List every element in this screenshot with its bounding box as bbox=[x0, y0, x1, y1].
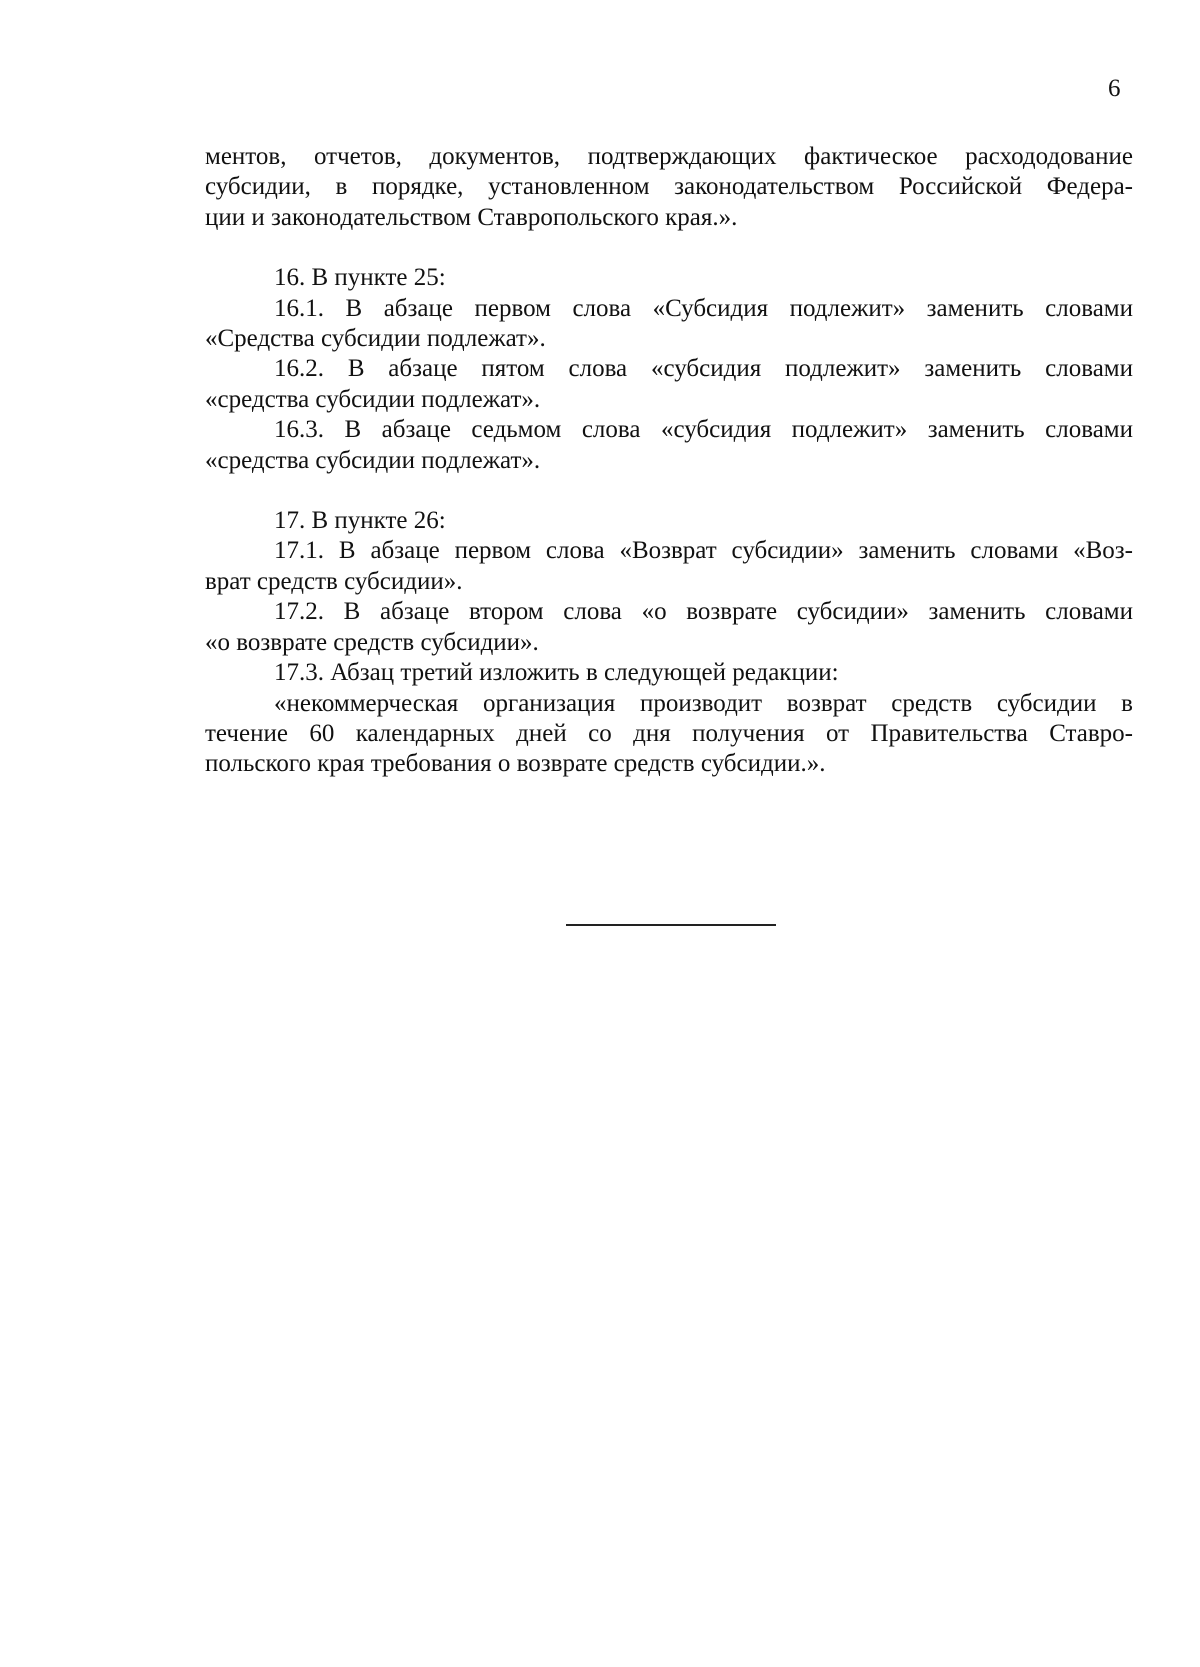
text-line: «о возврате средств субсидии». bbox=[205, 628, 539, 656]
text-line: 16.1. В абзаце первом слова «Субсидия подлежит» заменить словами bbox=[274, 294, 1133, 322]
text-line: 17.3. Абзац третий изложить в следующей редакции: bbox=[274, 659, 839, 687]
item-16-heading bbox=[205, 263, 1133, 293]
end-separator-line bbox=[566, 924, 776, 926]
text-line: «средства субсидии подлежат». bbox=[205, 385, 541, 413]
text-line: врат средств субсидии». bbox=[205, 567, 463, 595]
text-line: ментов, отчетов, документов, подтверждающих фактическое расхододование bbox=[205, 143, 1133, 170]
text-line: 17.1. В абзаце первом слова «Возврат субсидии» заменить словами «Воз- bbox=[274, 537, 1133, 565]
text-line: 17. В пункте 26: bbox=[274, 507, 446, 535]
item-17-1 bbox=[205, 536, 1133, 597]
text-line: ции и законодательством Ставропольского края.». bbox=[205, 203, 738, 231]
text-line: польского края требования о возврате средств субсидии.». bbox=[205, 750, 826, 778]
text-line: 17.2. В абзаце втором слова «о возврате субсидии» заменить словами bbox=[274, 598, 1133, 626]
paragraph-continuation bbox=[205, 142, 1133, 233]
item-17-3 bbox=[205, 658, 1133, 688]
text-line: субсидии, в порядке, установленном законодательством Российской Федера- bbox=[205, 173, 1133, 201]
item-16-3 bbox=[205, 415, 1133, 476]
text-line: «средства субсидии подлежат». bbox=[205, 446, 541, 474]
page-number: 6 bbox=[1108, 75, 1121, 102]
text-line: течение 60 календарных дней со дня получения от Правительства Ставро- bbox=[205, 719, 1133, 747]
text-line: 16.3. В абзаце седьмом слова «субсидия подлежит» заменить словами bbox=[274, 416, 1133, 444]
item-16-2 bbox=[205, 354, 1133, 415]
document-body bbox=[205, 142, 1133, 780]
item-17-heading bbox=[205, 506, 1133, 536]
item-16-1 bbox=[205, 294, 1133, 355]
text-line: 16.2. В абзаце пятом слова «субсидия подлежит» заменить словами bbox=[274, 355, 1133, 383]
item-17-2 bbox=[205, 597, 1133, 658]
item-17-3-quote bbox=[205, 689, 1133, 780]
text-line: 16. В пункте 25: bbox=[274, 264, 446, 292]
text-line: «некоммерческая организация производит возврат средств субсидии в bbox=[274, 689, 1133, 717]
text-line: «Средства субсидии подлежат». bbox=[205, 325, 546, 353]
